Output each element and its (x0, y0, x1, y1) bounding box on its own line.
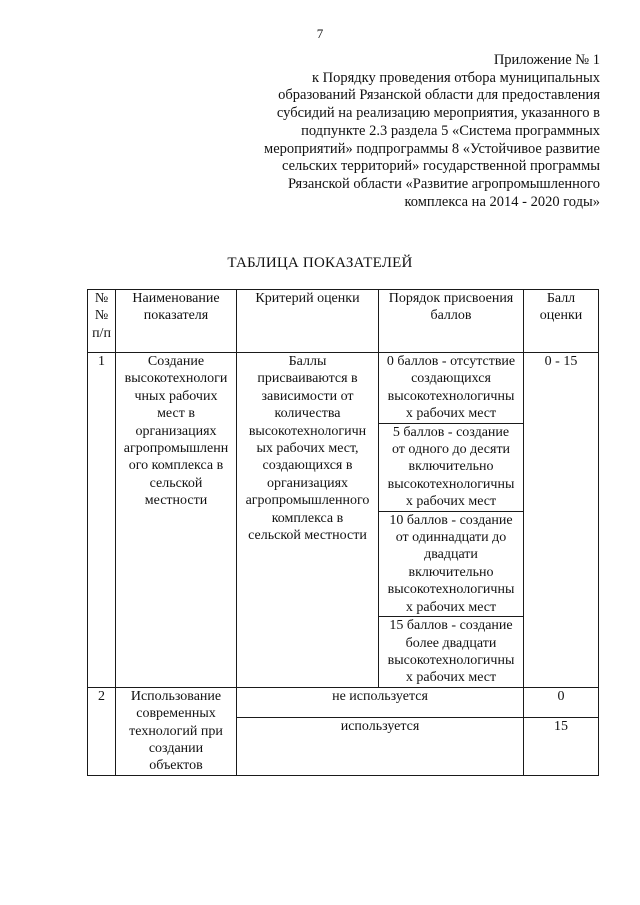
row1-num: 1 (88, 353, 116, 688)
row2-score-1: 15 (524, 717, 599, 775)
row1-name-line: мест в (157, 406, 195, 422)
row2-option-0: не используется (237, 687, 524, 717)
header-score (524, 290, 599, 353)
row2-name-line: создании (148, 740, 204, 756)
row1-option-3 (379, 617, 524, 688)
indicators-table (87, 289, 599, 776)
row1-criterion (237, 353, 379, 688)
option-line: высокотехнологичны (387, 476, 515, 492)
row1-criterion-line: высокотехнологичн (248, 423, 367, 439)
table-header-row (88, 290, 599, 353)
row2-score-0: 0 (524, 687, 599, 717)
option-line: высокотехнологичны (387, 388, 515, 404)
row2-name-line: технологий при (129, 723, 223, 739)
option-line: 5 баллов - создание (392, 424, 510, 440)
row2-name-line: современных (136, 706, 216, 722)
row1-option-0 (379, 353, 524, 424)
header-name-line: показателя (143, 308, 209, 324)
row1-criterion-line: организациях (266, 475, 349, 491)
appendix-block (240, 52, 600, 211)
option-line: 15 баллов - создание (389, 618, 513, 634)
header-num (88, 290, 116, 353)
row1-criterion-line: агропромышленного (245, 493, 370, 509)
row1-option-1 (379, 423, 524, 511)
header-name-line: Наименование (132, 291, 220, 306)
header-order-line: баллов (430, 308, 472, 324)
row1-name-line: Создание (147, 354, 205, 369)
appendix-line: образований Рязанской области для предоставления (278, 87, 600, 104)
row2-name-line: Использование (130, 688, 222, 704)
row2-name-line: объектов (149, 758, 203, 774)
page-number: 7 (316, 26, 324, 41)
option-line: более двадцати (405, 635, 497, 651)
appendix-line: Рязанской области «Развитие агропромышленного (287, 175, 600, 192)
row1-name (116, 353, 237, 688)
appendix-line: к Порядку проведения отбора муниципальных (311, 69, 600, 86)
row1-name-line: ого комплекса в (128, 458, 224, 474)
option-line: включительно (408, 459, 494, 475)
option-line: х рабочих мест (405, 494, 497, 510)
header-order-line: Порядок присвоения (388, 291, 514, 306)
appendix-line: субсидий на реализацию мероприятия, указанного в (276, 105, 600, 122)
header-num-line: п/п (92, 325, 111, 341)
option-line: 10 баллов - создание (389, 512, 513, 528)
option-line: включительно (408, 564, 494, 580)
option-line: х рабочих мест (405, 599, 497, 615)
option-line: х рабочих мест (405, 406, 497, 422)
row1-name-line: агропромышленн (123, 441, 229, 457)
row1-criterion-line: Баллы (288, 354, 327, 369)
row1-criterion-line: комплекса в (271, 510, 344, 526)
option-line: создающихся (411, 371, 491, 387)
row1-name-line: высокотехнологи (124, 371, 228, 387)
option-line: 0 баллов - отсутствие (386, 354, 516, 369)
row1-name-line: сельской (149, 475, 203, 491)
header-name (116, 290, 237, 353)
row2-option-1: используется (237, 717, 524, 775)
header-score-line: Балл (546, 291, 576, 306)
header-order (379, 290, 524, 353)
appendix-line: комплекса на 2014 - 2020 годы» (404, 193, 600, 210)
row1-option-2 (379, 511, 524, 616)
row1-score: 0 - 15 (524, 353, 599, 688)
row1-criterion-line: сельской местности (248, 528, 367, 544)
option-line: высокотехнологичны (387, 652, 515, 668)
table-row (88, 687, 599, 717)
table-title: ТАБЛИЦА ПОКАЗАТЕЛЕЙ (227, 255, 413, 271)
row1-name-line: чных рабочих (134, 388, 218, 404)
row2-name (116, 687, 237, 775)
row1-criterion-line: ых рабочих мест, (256, 441, 359, 457)
appendix-title: Приложение № 1 (493, 52, 600, 68)
header-criterion-line: Критерий оценки (255, 291, 360, 306)
table-row (88, 353, 599, 424)
appendix-line: подпункте 2.3 раздела 5 «Система программных (301, 122, 600, 139)
row1-criterion-line: зависимости от (261, 388, 354, 404)
option-line: двадцати (424, 547, 478, 563)
header-num-line: № (94, 291, 109, 306)
row1-criterion-line: создающихся в (262, 458, 353, 474)
header-criterion (237, 290, 379, 353)
appendix-line: мероприятий» подпрограммы 8 «Устойчивое развитие (264, 140, 600, 157)
row1-name-line: местности (144, 493, 208, 509)
row1-name-line: организациях (135, 423, 217, 439)
appendix-line: сельских территорий» государственной программы (281, 158, 600, 175)
header-num-line: № (94, 308, 109, 324)
row1-criterion-line: присваиваются в (257, 371, 358, 387)
option-line: от одного до десяти (391, 442, 511, 458)
row2-num: 2 (88, 687, 116, 775)
option-line: высокотехнологичны (387, 582, 515, 598)
option-line: х рабочих мест (405, 670, 497, 686)
option-line: от одиннадцати до (395, 530, 507, 546)
row1-criterion-line: количества (274, 406, 341, 422)
header-score-line: оценки (539, 308, 583, 324)
